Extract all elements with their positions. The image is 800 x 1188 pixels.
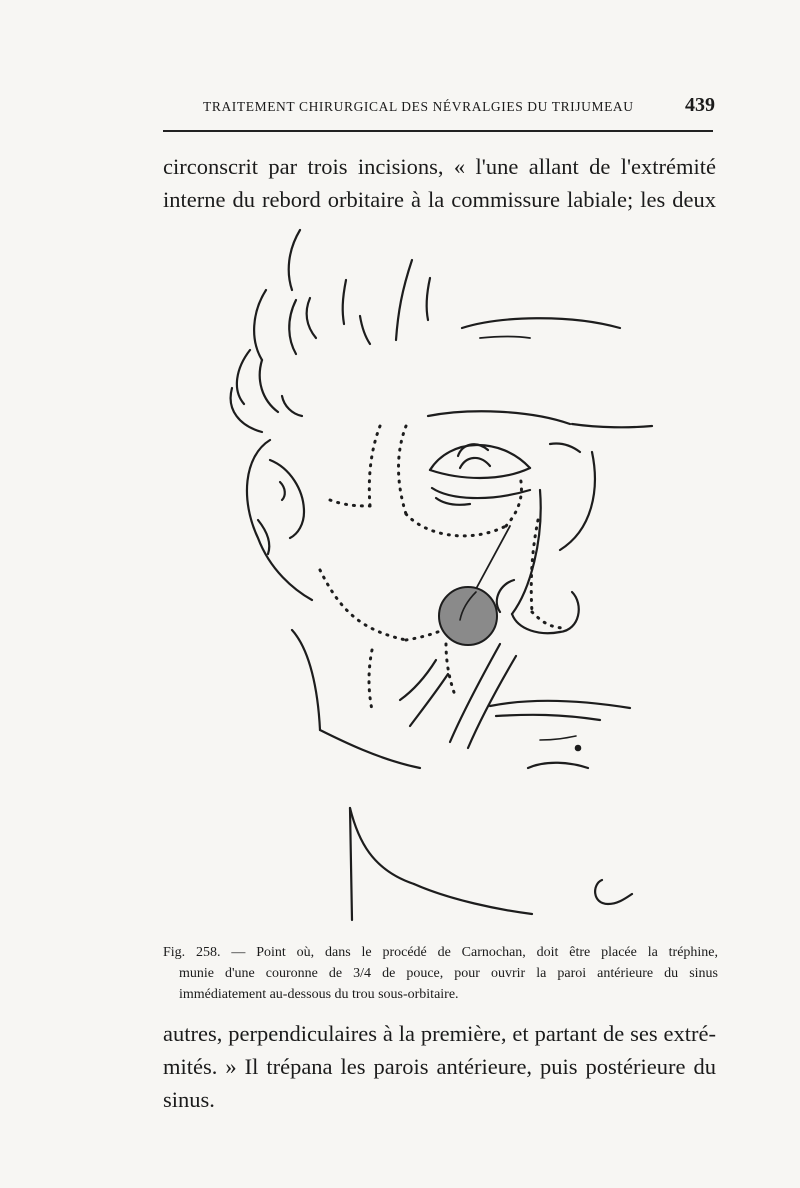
body-text-bottom-line-1: autres, perpendiculaires à la première, et partant de ses extré- bbox=[163, 1021, 716, 1046]
caption-line-3: immédiatement au-dessous du trou sous-orbitaire. bbox=[179, 987, 459, 1002]
caption-line-1 bbox=[163, 942, 718, 963]
nose bbox=[497, 490, 579, 633]
body-text-bottom bbox=[163, 1017, 716, 1116]
body-text-top bbox=[163, 150, 716, 216]
page-number: 439 bbox=[685, 94, 715, 116]
running-head-title: TRAITEMENT CHIRURGICAL DES NÉVRALGIES DU TRIJUMEAU bbox=[203, 99, 634, 114]
hair-strokes bbox=[231, 230, 430, 432]
body-text-bottom-line-2: mités. » Il trépana les parois antérieure, puis postérieure du bbox=[163, 1054, 716, 1079]
eye bbox=[430, 444, 530, 504]
body-text-bottom-line-3: sinus. bbox=[163, 1087, 215, 1112]
body-text-top-line-2: interne du rebord orbitaire à la commissure labiale; les deux bbox=[163, 187, 716, 212]
trephine-marker bbox=[439, 526, 510, 645]
forehead-lines bbox=[428, 318, 652, 427]
body-text-top-line-1: circonscrit par trois incisions, « l'une allant de l'extrémité bbox=[163, 154, 716, 179]
mouth-and-chin bbox=[490, 701, 632, 904]
trephine-circle bbox=[439, 587, 497, 645]
caption-line-2: munie d'une couronne de 3/4 de pouce, pour ouvrir la paroi antérieure du sinus bbox=[179, 966, 718, 981]
face-illustration bbox=[200, 220, 660, 940]
header-rule bbox=[163, 130, 713, 132]
caption-line-1-text: — Point où, dans le procédé de Carnochan, doit être placée la tréphine, bbox=[231, 945, 719, 960]
figure-label: Fig. 258. bbox=[163, 945, 221, 960]
figure-caption bbox=[163, 942, 718, 1005]
running-header bbox=[163, 94, 715, 117]
cheek-lines bbox=[400, 644, 516, 748]
ear bbox=[247, 440, 312, 600]
